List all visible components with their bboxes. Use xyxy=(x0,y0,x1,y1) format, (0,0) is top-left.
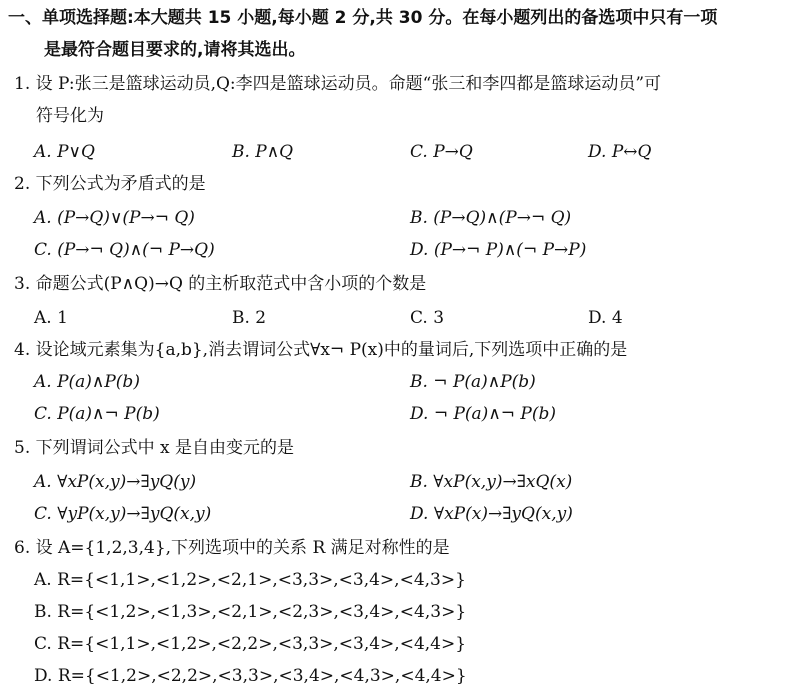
question-6-stem: 6. 设 A={1,2,3,4},下列选项中的关系 R 满足对称性的是 xyxy=(14,538,450,558)
question-3-option-c[interactable]: C. 3 xyxy=(410,308,445,328)
question-2-option-b[interactable]: B. (P→Q)∧(P→¬ Q) xyxy=(410,208,572,228)
question-4-stem: 4. 设论域元素集为{a,b},消去谓词公式∀x¬ P(x)中的量词后,下列选项中正确的是 xyxy=(14,340,628,360)
question-4-option-c[interactable]: C. P(a)∧¬ P(b) xyxy=(34,404,160,424)
question-5-option-b[interactable]: B. ∀xP(x,y)→∃xQ(x) xyxy=(410,472,573,492)
question-2-stem: 2. 下列公式为矛盾式的是 xyxy=(14,174,206,194)
question-2-option-d[interactable]: D. (P→¬ P)∧(¬ P→P) xyxy=(410,240,587,260)
question-5-option-d[interactable]: D. ∀xP(x)→∃yQ(x,y) xyxy=(410,504,573,524)
question-6-option-c[interactable]: C. R={<1,1>,<1,2>,<2,2>,<3,3>,<3,4>,<4,4>} xyxy=(34,634,467,654)
question-4-option-d[interactable]: D. ¬ P(a)∧¬ P(b) xyxy=(410,404,556,424)
question-6-option-a[interactable]: A. R={<1,1>,<1,2>,<2,1>,<3,3>,<3,4>,<4,3>} xyxy=(34,570,466,590)
question-2-option-a[interactable]: A. (P→Q)∨(P→¬ Q) xyxy=(34,208,195,228)
question-1-option-c[interactable]: C. P→Q xyxy=(410,142,473,162)
question-3-option-d[interactable]: D. 4 xyxy=(588,308,623,328)
question-2-option-c[interactable]: C. (P→¬ Q)∧(¬ P→Q) xyxy=(34,240,215,260)
question-1-option-b[interactable]: B. P∧Q xyxy=(232,142,294,162)
section-header-line2: 是最符合题目要求的,请将其选出。 xyxy=(44,40,306,60)
question-6-option-d[interactable]: D. R={<1,2>,<2,2>,<3,3>,<3,4>,<4,3>,<4,4>} xyxy=(34,666,467,686)
question-1-option-d[interactable]: D. P↔Q xyxy=(588,142,652,162)
question-3-option-b[interactable]: B. 2 xyxy=(232,308,267,328)
question-5-stem: 5. 下列谓词公式中 x 是自由变元的是 xyxy=(14,438,295,458)
question-4-option-b[interactable]: B. ¬ P(a)∧P(b) xyxy=(410,372,536,392)
question-1-stem-cont: 符号化为 xyxy=(36,106,104,126)
question-6-option-b[interactable]: B. R={<1,2>,<1,3>,<2,1>,<2,3>,<3,4>,<4,3>} xyxy=(34,602,467,622)
question-3-stem: 3. 命题公式(P∧Q)→Q 的主析取范式中含小项的个数是 xyxy=(14,274,427,294)
question-1-option-a[interactable]: A. P∨Q xyxy=(34,142,95,162)
question-3-option-a[interactable]: A. 1 xyxy=(34,308,68,328)
section-header-line1: 一、单项选择题:本大题共 15 小题,每小题 2 分,共 30 分。在每小题列出的备选项中只有一项 xyxy=(8,8,718,28)
question-5-option-a[interactable]: A. ∀xP(x,y)→∃yQ(y) xyxy=(34,472,197,492)
question-4-option-a[interactable]: A. P(a)∧P(b) xyxy=(34,372,140,392)
question-1-stem: 1. 设 P:张三是篮球运动员,Q:李四是篮球运动员。命题“张三和李四都是篮球运动员”可 xyxy=(14,74,662,94)
question-5-option-c[interactable]: C. ∀yP(x,y)→∃yQ(x,y) xyxy=(34,504,212,524)
